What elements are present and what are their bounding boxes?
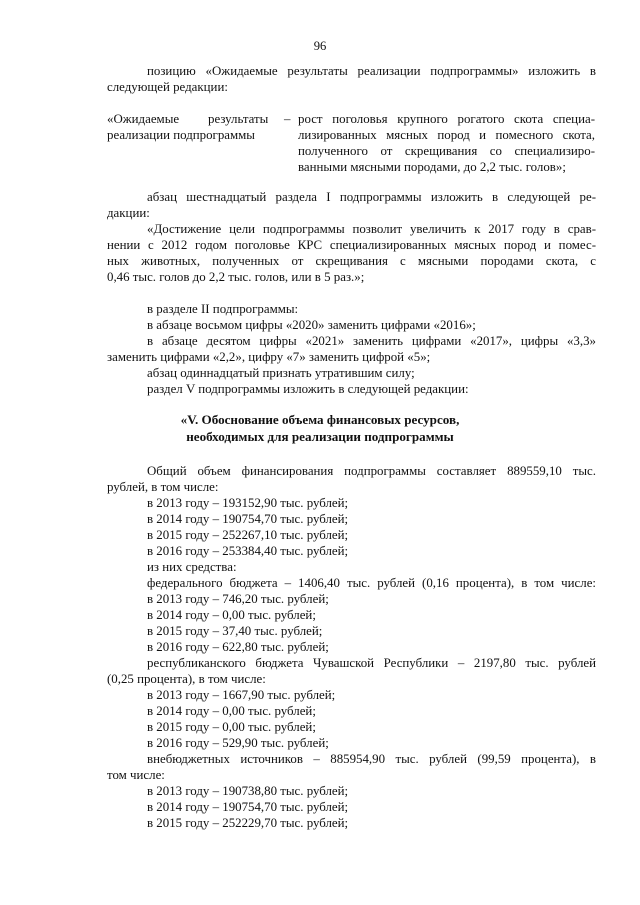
section2-line: в абзаце восьмом цифры «2020» заменить цифрами «2016»;	[147, 318, 476, 332]
para16-line: «Достижение цели подпрограммы позволит увеличить к 2017 году в срав-	[147, 222, 596, 236]
finance-line: в 2015 году – 252229,70 тыс. рублей;	[147, 816, 349, 830]
passport-right-line: лизированных мясных пород и помесного скота,	[298, 128, 595, 142]
finance-line: в 2015 году – 37,40 тыс. рублей;	[147, 624, 323, 638]
finance-line: Общий объем финансирования подпрограммы составляет 889559,10 тыс.	[147, 464, 596, 478]
intro-line-2: следующей редакции:	[107, 80, 228, 94]
finance-line: в 2016 году – 529,90 тыс. рублей;	[147, 736, 329, 750]
section2-line: раздел V подпрограммы изложить в следующей редакции:	[147, 382, 469, 396]
finance-line: федерального бюджета – 1406,40 тыс. рублей (0,16 процента), в том числе:	[147, 576, 596, 590]
section-heading-line-1: «V. Обоснование объема финансовых ресурсов,	[180, 412, 460, 427]
finance-line: в 2014 году – 0,00 тыс. рублей;	[147, 704, 316, 718]
section2-line: в абзаце десятом цифры «2021» заменить цифрами «2017», цифры «3,3»	[147, 334, 596, 348]
para16-line: абзац шестнадцатый раздела I подпрограммы изложить в следующей ре-	[147, 190, 596, 204]
finance-line: в 2016 году – 253384,40 тыс. рублей;	[147, 544, 349, 558]
passport-right-line: рост поголовья крупного рогатого скота специа-	[298, 112, 595, 126]
passport-right-line: полученного от скрещивания со специализиро-	[298, 144, 595, 158]
passport-right-line: ванными мясными породами, до 2,2 тыс. голов»;	[298, 160, 566, 174]
finance-line: рублей, в том числе:	[107, 480, 219, 494]
para16-line: 0,46 тыс. голов до 2,2 тыс. голов, или в 5 раз.»;	[107, 270, 365, 284]
finance-line: в 2016 году – 622,80 тыс. рублей;	[147, 640, 329, 654]
para16-line: ных животных, полученных от скрещивания с мясными породами скота, с	[107, 254, 596, 268]
passport-dash: –	[284, 112, 291, 126]
intro-line-1: позицию «Ожидаемые результаты реализации подпрограммы» изложить в	[147, 64, 596, 78]
finance-line: в 2014 году – 190754,70 тыс. рублей;	[147, 512, 349, 526]
finance-line: в 2014 году – 190754,70 тыс. рублей;	[147, 800, 349, 814]
page-number: 96	[313, 39, 327, 53]
section2-line: абзац одиннадцатый признать утратившим силу;	[147, 366, 415, 380]
para16-line: дакции:	[107, 206, 150, 220]
finance-line: (0,25 процента), в том числе:	[107, 672, 266, 686]
section-heading-line-2: необходимых для реализации подпрограммы	[186, 429, 454, 444]
finance-line: внебюджетных источников – 885954,90 тыс. рублей (99,59 процента), в	[147, 752, 596, 766]
finance-line: республиканского бюджета Чувашской Республики – 2197,80 тыс. рублей	[147, 656, 596, 670]
finance-line: в 2013 году – 193152,90 тыс. рублей;	[147, 496, 349, 510]
finance-line: в 2015 году – 252267,10 тыс. рублей;	[147, 528, 349, 542]
section2-line: заменить цифрами «2,2», цифру «7» заменить цифрой «5»;	[107, 350, 431, 364]
passport-left-line-2: реализации подпрограммы	[107, 128, 255, 142]
finance-line: в 2014 году – 0,00 тыс. рублей;	[147, 608, 316, 622]
finance-line: в 2013 году – 1667,90 тыс. рублей;	[147, 688, 336, 702]
section2-line: в разделе II подпрограммы:	[147, 302, 299, 316]
para16-line: нении с 2012 годом поголовье КРС специализированных мясных пород и помес-	[107, 238, 596, 252]
finance-line: из них средства:	[147, 560, 237, 574]
passport-left-word-2: результаты	[208, 112, 269, 126]
finance-line: в 2013 году – 746,20 тыс. рублей;	[147, 592, 329, 606]
finance-line: том числе:	[107, 768, 165, 782]
finance-line: в 2015 году – 0,00 тыс. рублей;	[147, 720, 316, 734]
passport-left-word-1: «Ожидаемые	[107, 112, 180, 126]
finance-line: в 2013 году – 190738,80 тыс. рублей;	[147, 784, 349, 798]
